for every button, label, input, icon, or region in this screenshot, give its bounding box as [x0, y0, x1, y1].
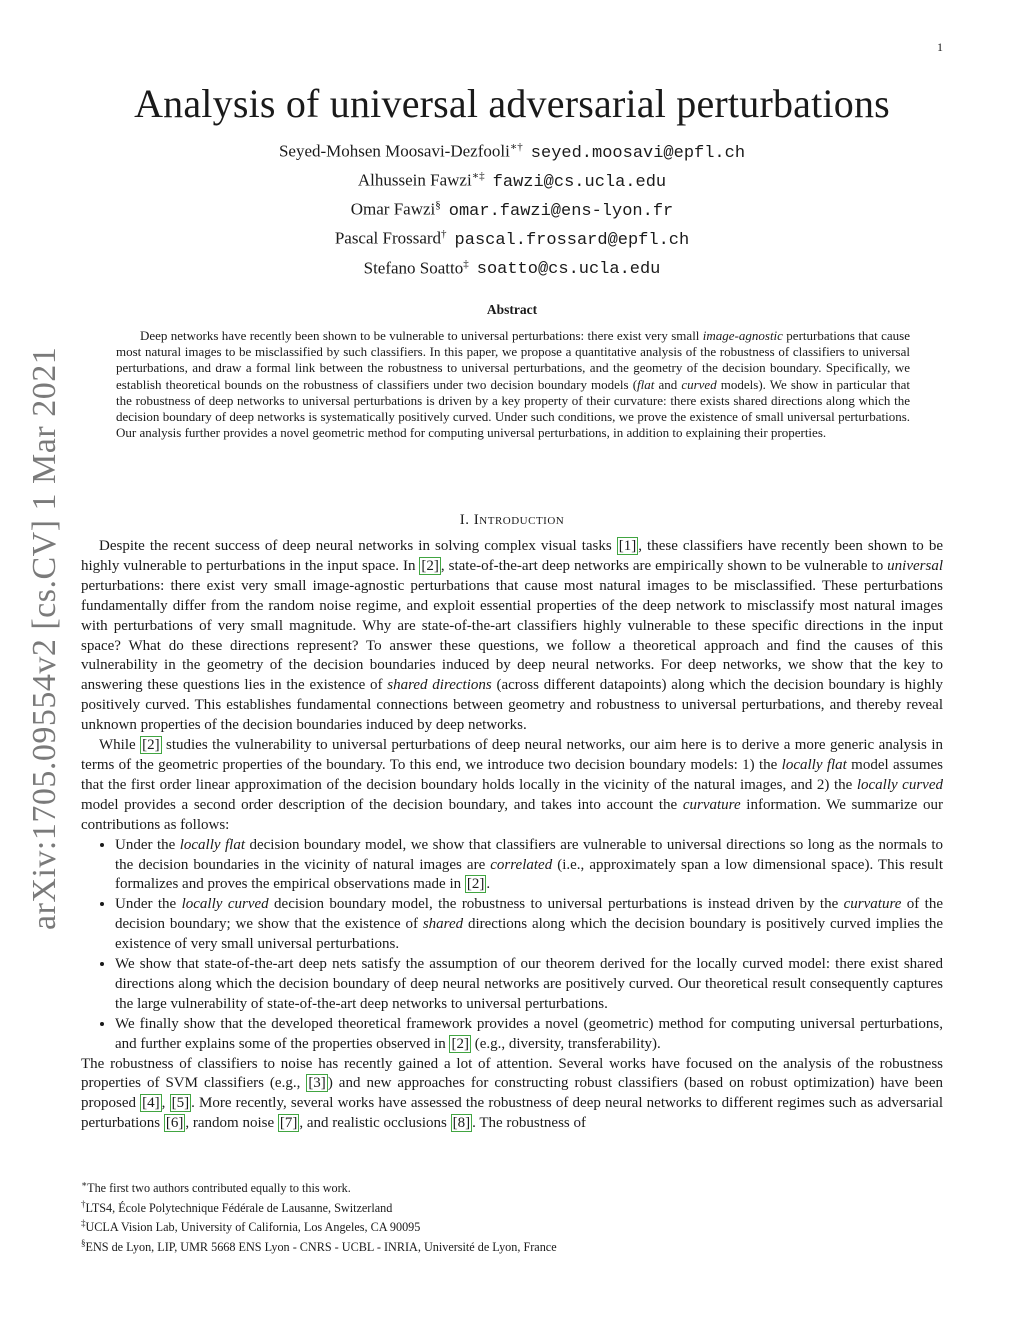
citation-link[interactable]: [7] — [279, 1115, 298, 1132]
citation-link[interactable]: [5] — [171, 1095, 190, 1112]
author-email[interactable]: soatto@cs.ucla.edu — [476, 260, 661, 280]
citation-link[interactable]: [2] — [142, 737, 160, 754]
citation-link[interactable]: [3] — [308, 1075, 326, 1092]
citation-link[interactable]: [2] — [421, 557, 439, 574]
author-name: Pascal Frossard — [334, 229, 442, 249]
list-item: • We finally show that the developed theoretical framework provides a novel (geometric) method for computing universal perturbations, and further explains some of the properties observed in [2] (e.g., diversity, transferability). — [115, 1015, 943, 1055]
footnote: ‡UCLA Vision Lab, University of California, Los Angeles, CA 90095 — [81, 1218, 421, 1235]
author-email[interactable]: pascal.frossard@epfl.ch — [454, 231, 690, 251]
affiliation-mark: ∗† — [509, 141, 523, 153]
author-line — [0, 194, 1024, 223]
affiliation-mark: § — [435, 199, 441, 212]
footnote: †LTS4, École Polytechnique Fédérale de Lausanne, Switzerland — [81, 1198, 393, 1215]
citation-link[interactable]: [2] — [451, 1035, 469, 1052]
citation-link[interactable]: [2] — [466, 876, 485, 893]
arxiv-identifier: arXiv:1705.09554v2 [cs.CV] 1 Mar 2021 — [26, 346, 63, 930]
footnote: ∗The first two authors contributed equally to this work. — [81, 1179, 351, 1196]
citation-link[interactable]: [1] — [618, 538, 637, 554]
citation-link[interactable]: [4] — [142, 1095, 160, 1112]
list-item: • Under the locally flat decision boundary model, we show that classifiers are vulnerable to universal directions so long as the normals to the decision boundaries in the vicinity of natural images are correlated (i.e., approximately span a low dimensional space). This result formalizes and proves the empirical observations made in [2] . — [115, 836, 943, 896]
section-heading: I. Introduction — [459, 512, 565, 528]
author-line — [0, 223, 1024, 252]
author-line — [0, 253, 1024, 282]
list-item: • We show that state-of-the-art deep nets satisfy the assumption of our theorem derived for the locally curved model: there exist shared directions along which the decision boundary of deep neural networks are positively curved. Our theoretical result consequently captures the large vulnerability of state-of-the-art deep networks to universal perturbations. — [115, 955, 943, 1015]
author-email[interactable]: fawzi@cs.ucla.edu — [492, 172, 667, 192]
list-item: • Under the locally curved decision boundary model, the robustness to universal perturbations is instead driven by the curvature of the decision boundary; we show that the existence of shared directions along which the decision boundary is positively curved implies the existence of very small universal perturbations. — [115, 895, 943, 955]
abstract-text: Deep networks have recently been shown to be vulnerable to universal perturbations: there exist very small image-agnostic perturbations that cause most natural images to be misclassified by such classifiers. In this paper, we propose a quantitative analysis of the robustness of classifiers to universal perturbations, and draw a formal link between the robustness to universal perturbations, and the geometry of the decision boundary. Specifically, we establish theoretical bounds on the robustness of classifiers under two decision boundary models (flat and curved models). We show in particular that the robustness of deep networks to universal perturbations is driven by a key property of their curvature: there exists shared directions along which the decision boundary of deep networks is systematically positively curved. Under such conditions, we prove the existence of small universal perturbations. Our analysis further provides a novel geometric method for computing universal perturbations, in addition to explaining their properties. — [116, 328, 910, 441]
author-name: Alhussein Fawzi — [357, 170, 472, 190]
author-name: Seyed-Mohsen Moosavi-Dezfooli — [278, 141, 510, 161]
citation-link[interactable]: [6] — [165, 1115, 184, 1132]
affiliation-mark: ∗‡ — [471, 170, 485, 183]
footnote: §ENS de Lyon, LIP, UMR 5668 ENS Lyon - CNRS - UCBL - INRIA, Université de Lyon, France — [81, 1237, 557, 1255]
author-name: Omar Fawzi — [350, 199, 436, 219]
affiliation-mark: † — [441, 228, 447, 241]
citation-link[interactable]: [8] — [452, 1115, 471, 1132]
paragraph: Despite the recent success of deep neural networks in solving complex visual tasks [1] , these classifiers have recently been shown to be highly vulnerable to perturbations in the input space. In [2] , state-of-the-art deep networks are empirically shown to be vulnerable to universal perturbations: there exist very small image-agnostic perturbations that cause most natural images to be misclassified. These perturbations fundamentally differ from the random noise regime, and exploit essential properties of the deep network to misclassify most natural images with perturbations of very small magnitude. Why are state-of-the-art classifiers highly vulnerable to these specific directions in the input space? What do these directions represent? To answer these questions, we follow a theoretical approach and find the causes of this vulnerability in the geometry of the decision boundaries induced by deep neural networks. For deep networks, we show that the key to answering these questions lies in the existence of shared directions (across different datapoints) along which the decision boundary is highly positively curved. This establishes fundamental connections between geometry and robustness to universal perturbations, and thereby reveal unknown properties of the decision boundaries induced by deep networks. — [81, 538, 943, 734]
paper-title: Analysis of universal adversarial perturbations — [134, 81, 890, 126]
author-name: Stefano Soatto — [363, 258, 464, 278]
author-line — [0, 136, 1024, 165]
paragraph: While [2] studies the vulnerability to universal perturbations of deep neural networks, our aim here is to derive a more generic analysis in terms of the geometric properties of the boundary. To this end, we introduce two decision boundary models: 1) the locally flat model assumes that the first order linear approximation of the decision boundary holds locally in the vicinity of the natural images, and 2) the locally curved model provides a second order description of the decision boundary, and takes into account the curvature information. We summarize our contributions as follows: — [81, 737, 944, 833]
page-number: 1 — [937, 40, 943, 54]
author-email[interactable]: omar.fawzi@ens-lyon.fr — [448, 201, 674, 221]
abstract-heading: Abstract — [486, 302, 538, 317]
author-line — [0, 165, 1024, 194]
affiliation-mark: ‡ — [463, 257, 469, 270]
body-text — [81, 537, 943, 1134]
author-email[interactable]: seyed.moosavi@epfl.ch — [530, 143, 746, 163]
footnotes — [81, 1177, 943, 1256]
paragraph: The robustness of classifiers to noise has recently gained a lot of attention. Several works have focused on the analysis of the robustness properties of SVM classifiers (e.g., [3] ) and new approaches for constructing robust classifiers (based on robust optimization) have been proposed [4] , [5] . More recently, several works have assessed the robustness of deep neural networks to different regimes such as adversarial perturbations [6] , random noise [7] , and realistic occlusions [8] . The robustness of — [81, 1055, 943, 1132]
contribution-list — [81, 836, 943, 1055]
author-list — [0, 136, 1024, 282]
